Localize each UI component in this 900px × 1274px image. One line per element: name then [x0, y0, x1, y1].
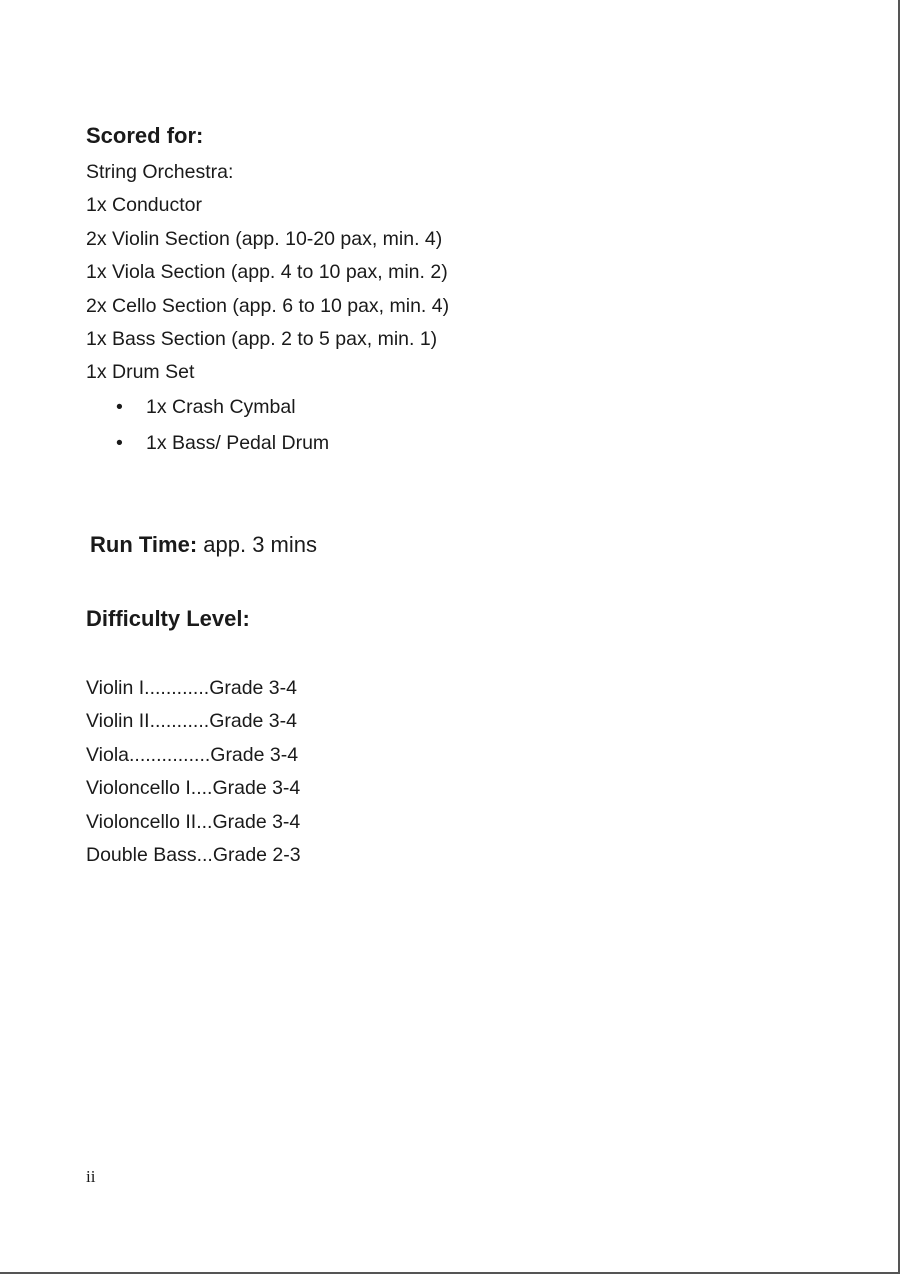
instrumentation-line: 1x Drum Set	[86, 361, 195, 384]
difficulty-line: Violoncello I....Grade 3-4	[86, 777, 301, 800]
instrumentation-line: 1x Bass Section (app. 2 to 5 pax, min. 1)	[86, 328, 438, 351]
instrumentation-line: String Orchestra:	[86, 161, 234, 183]
list-item	[116, 426, 329, 462]
list-item	[116, 390, 329, 426]
instrumentation-list	[86, 156, 449, 390]
bullet-icon: •	[116, 396, 123, 418]
bullet-icon: •	[116, 431, 123, 454]
instrumentation-line: 1x Conductor	[86, 194, 202, 217]
difficulty-line: Violin I............Grade 3-4	[86, 677, 297, 699]
instrumentation-line: 2x Cello Section (app. 6 to 10 pax, min. 4)	[86, 294, 450, 317]
difficulty-list	[86, 672, 301, 872]
instrumentation-line: 1x Viola Section (app. 4 to 10 pax, min. 2)	[86, 261, 448, 284]
run-time	[90, 529, 317, 561]
difficulty-heading: Difficulty Level:	[86, 606, 250, 631]
run-time-label: Run Time:	[90, 532, 198, 557]
drum-set-items	[116, 390, 329, 461]
drum-item-label: 1x Crash Cymbal	[146, 396, 296, 418]
page-number: ii	[86, 1167, 96, 1186]
scored-for-heading: Scored for:	[86, 123, 204, 148]
difficulty-line: Violin II...........Grade 3-4	[86, 710, 297, 733]
instrumentation-line: 2x Violin Section (app. 10-20 pax, min. 4)	[86, 227, 443, 250]
difficulty-line: Violoncello II...Grade 3-4	[86, 810, 301, 833]
difficulty-line: Viola...............Grade 3-4	[86, 743, 299, 766]
run-time-value: app. 3 mins	[197, 532, 317, 557]
drum-item-label: 1x Bass/ Pedal Drum	[146, 431, 330, 454]
difficulty-line: Double Bass...Grade 2-3	[86, 844, 301, 867]
